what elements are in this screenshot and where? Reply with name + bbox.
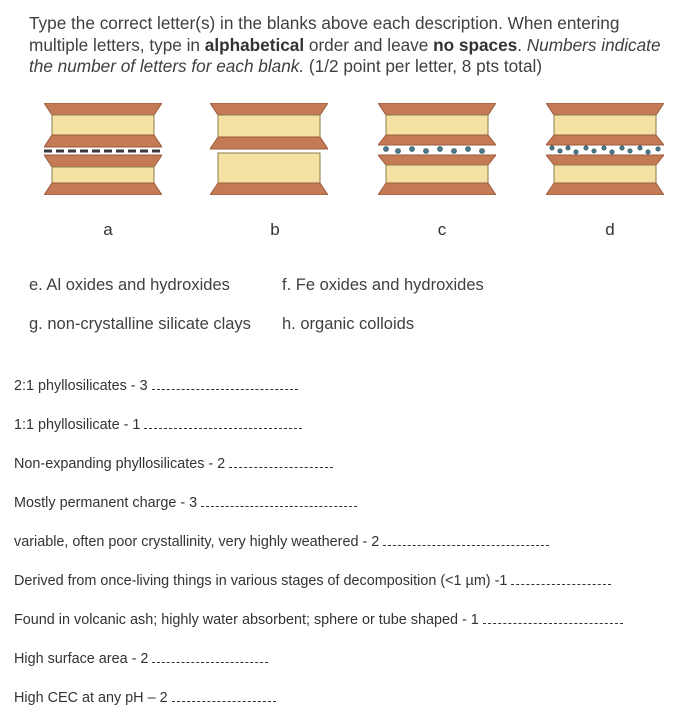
answer-blank[interactable] bbox=[483, 613, 623, 624]
question-row bbox=[14, 573, 611, 589]
question-row bbox=[14, 651, 268, 667]
answer-blank[interactable] bbox=[152, 652, 268, 663]
instructions-bold-no-spaces: no spaces bbox=[433, 34, 518, 55]
answer-blank[interactable] bbox=[144, 418, 302, 429]
question-text: variable, often poor crystallinity, very highly weathered - 2 bbox=[14, 534, 380, 550]
question-row bbox=[14, 612, 623, 628]
answer-blank[interactable] bbox=[229, 457, 333, 468]
instructions-bold-alphabetical: alphabetical bbox=[204, 34, 305, 55]
question-text: Mostly permanent charge - 3 bbox=[14, 495, 198, 511]
instructions-text-2: order and leave bbox=[304, 34, 434, 55]
instructions-text-3: . bbox=[517, 34, 527, 55]
question-text: High CEC at any pH – 2 bbox=[14, 690, 168, 706]
question-row bbox=[14, 456, 333, 472]
question-text: 1:1 phyllosilicate - 1 bbox=[14, 417, 141, 433]
instructions bbox=[29, 13, 679, 78]
instructions-points: (1/2 point per letter, 8 pts total) bbox=[304, 56, 543, 76]
option-e: e. Al oxides and hydroxides bbox=[29, 276, 230, 294]
option-f: f. Fe oxides and hydroxides bbox=[282, 276, 484, 294]
question-row bbox=[14, 378, 298, 394]
question-text: 2:1 phyllosilicates - 3 bbox=[14, 378, 148, 394]
question-text: Derived from once-living things in various stages of decomposition (<1 µm) -1 bbox=[14, 573, 508, 589]
question-text: Found in volcanic ash; highly water absorbent; sphere or tube shaped - 1 bbox=[14, 612, 479, 628]
question-text: High surface area - 2 bbox=[14, 651, 149, 667]
option-g: g. non-crystalline silicate clays bbox=[29, 315, 251, 333]
answer-blank[interactable] bbox=[152, 379, 298, 390]
answer-blank[interactable] bbox=[511, 574, 611, 585]
question-row bbox=[14, 495, 357, 511]
diagram-label-b: b bbox=[270, 220, 280, 239]
answer-blank[interactable] bbox=[172, 691, 276, 702]
option-h: h. organic colloids bbox=[282, 315, 415, 333]
question-row bbox=[14, 417, 302, 433]
clay-diagram-b bbox=[210, 103, 328, 195]
instructions-text-1: Type the correct letter(s) in the blanks above each description. When entering multiple letters, type in bbox=[29, 13, 620, 55]
clay-diagram-a bbox=[44, 103, 162, 195]
clay-diagram-c bbox=[378, 103, 496, 195]
clay-diagrams bbox=[0, 95, 688, 195]
diagram-label-d: d bbox=[605, 220, 615, 239]
question-row bbox=[14, 534, 549, 550]
diagram-label-a: a bbox=[103, 220, 113, 239]
answer-blank[interactable] bbox=[383, 535, 549, 546]
diagram-label-c: c bbox=[437, 220, 447, 239]
instructions-italic-note: Numbers indicate the number of letters for each blank. bbox=[29, 34, 661, 76]
clay-diagram-d bbox=[546, 103, 664, 195]
question-text: Non-expanding phyllosilicates - 2 bbox=[14, 456, 226, 472]
question-row bbox=[14, 690, 276, 706]
answer-blank[interactable] bbox=[201, 496, 357, 507]
